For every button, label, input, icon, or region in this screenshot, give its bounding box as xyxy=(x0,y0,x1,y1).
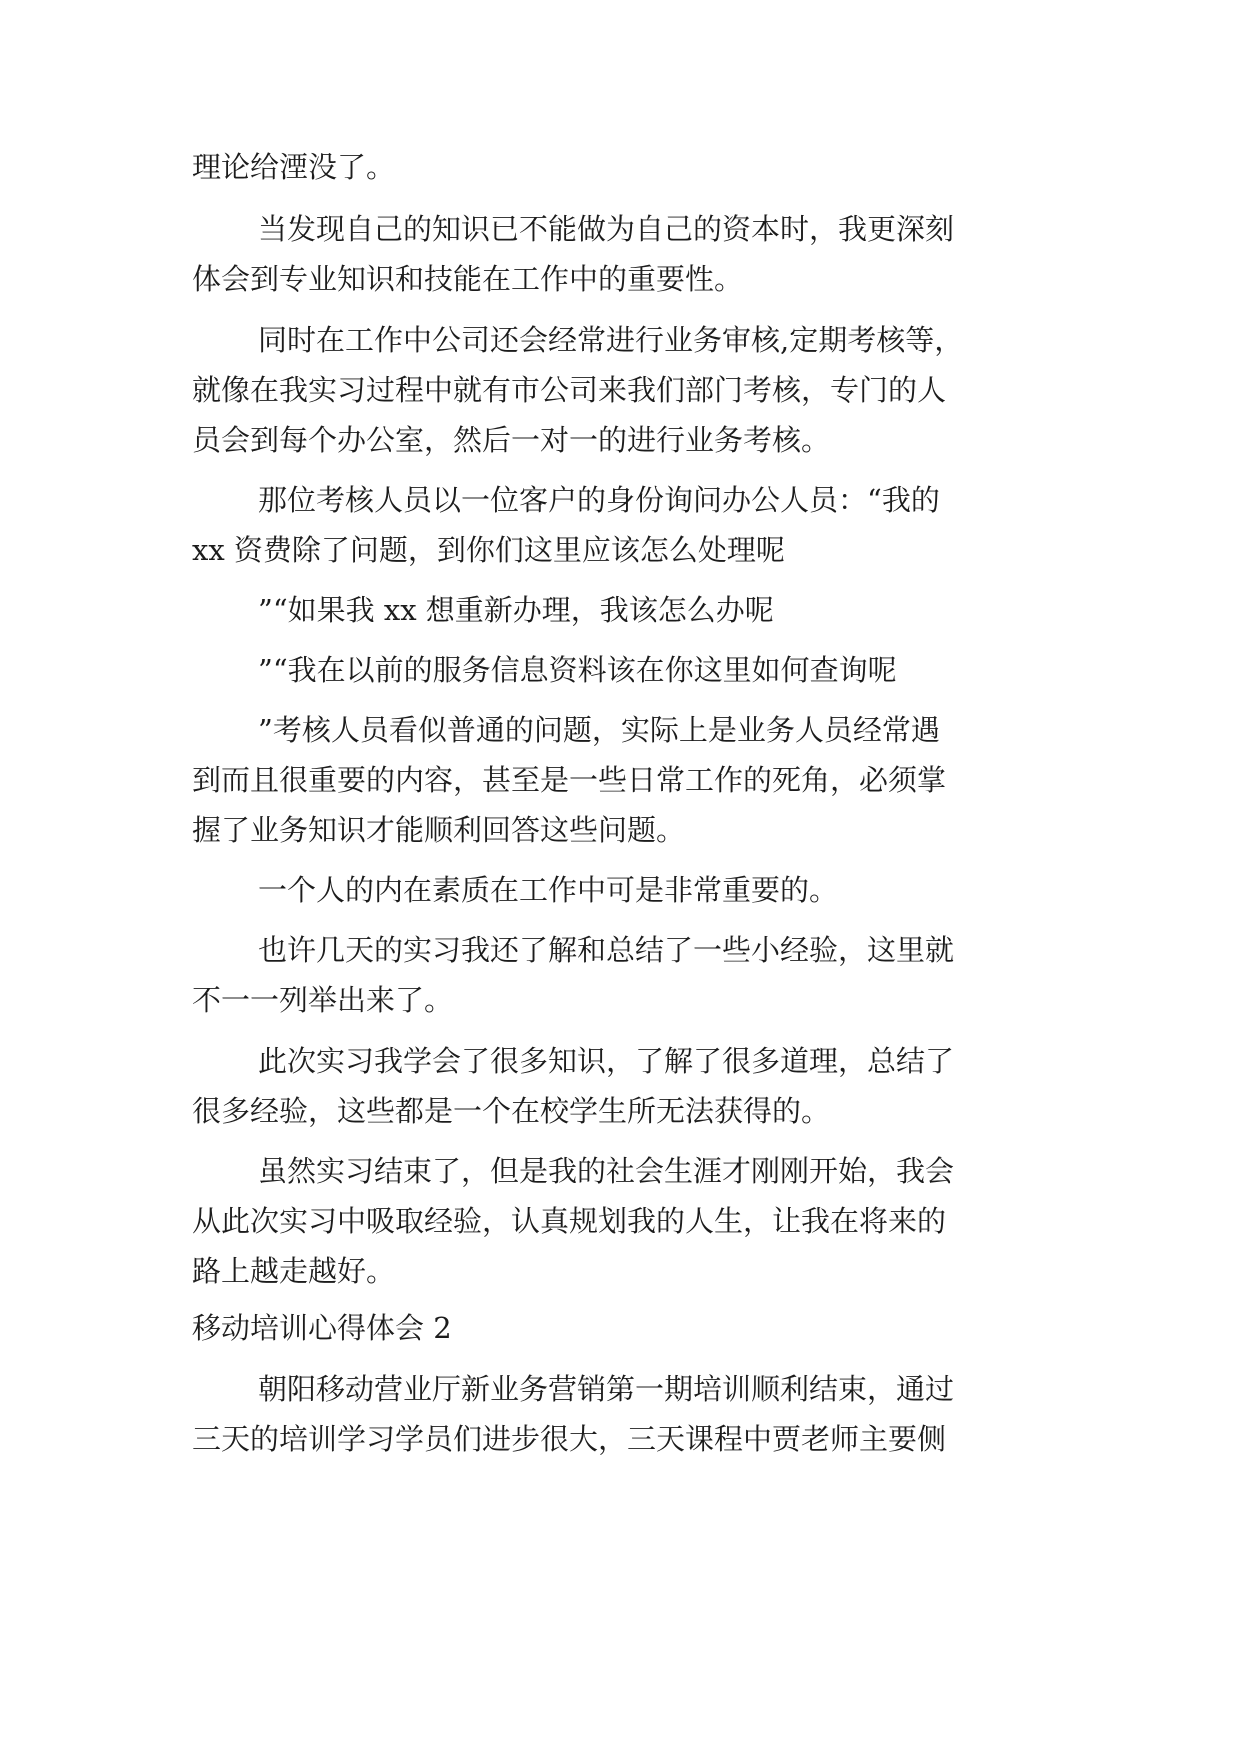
paragraph-start-line: ”“我在以前的服务信息资料该在你这里如何查询呢 xyxy=(258,653,897,687)
paragraph-start-line: ”考核人员看似普通的问题，实际上是业务人员经常遇 xyxy=(258,713,940,747)
text-line: 不一一列举出来了。 xyxy=(192,983,454,1017)
paragraph-start-line: 当发现自己的知识已不能做为自己的资本时，我更深刻 xyxy=(258,212,955,246)
text-line: 从此次实习中吸取经验，认真规划我的人生，让我在将来的 xyxy=(192,1204,947,1238)
paragraph-start-line: 也许几天的实习我还了解和总结了一些小经验，这里就 xyxy=(258,933,955,967)
text-line: 很多经验，这些都是一个在校学生所无法获得的。 xyxy=(192,1094,831,1128)
text-line: xx 资费除了问题，到你们这里应该怎么处理呢 xyxy=(192,533,785,567)
text-line: 到而且很重要的内容，甚至是一些日常工作的死角，必须掌 xyxy=(192,763,947,797)
paragraph-start-line: 虽然实习结束了，但是我的社会生涯才刚刚开始，我会 xyxy=(258,1154,955,1188)
paragraph-start-line: 同时在工作中公司还会经常进行业务审核,定期考核等， xyxy=(258,323,964,357)
text-line: 理论给湮没了。 xyxy=(192,150,396,184)
section-heading: 移动培训心得体会 2 xyxy=(192,1311,452,1345)
paragraph-start-line: ”“如果我 xx 想重新办理，我该怎么办呢 xyxy=(258,593,774,627)
text-line: 路上越走越好。 xyxy=(192,1254,396,1288)
text-line: 就像在我实习过程中就有市公司来我们部门考核，专门的人 xyxy=(192,373,947,407)
paragraph-start-line: 那位考核人员以一位客户的身份询问办公人员：“我的 xyxy=(258,483,940,517)
paragraph-start-line: 朝阳移动营业厅新业务营销第一期培训顺利结束，通过 xyxy=(258,1372,955,1406)
text-line: 员会到每个办公室，然后一对一的进行业务考核。 xyxy=(192,423,831,457)
text-line: 握了业务知识才能顺利回答这些问题。 xyxy=(192,813,686,847)
paragraph-start-line: 一个人的内在素质在工作中可是非常重要的。 xyxy=(258,873,839,907)
paragraph-start-line: 此次实习我学会了很多知识，了解了很多道理，总结了 xyxy=(258,1044,955,1078)
text-line: 三天的培训学习学员们进步很大，三天课程中贾老师主要侧 xyxy=(192,1422,947,1456)
text-line: 体会到专业知识和技能在工作中的重要性。 xyxy=(192,262,744,296)
